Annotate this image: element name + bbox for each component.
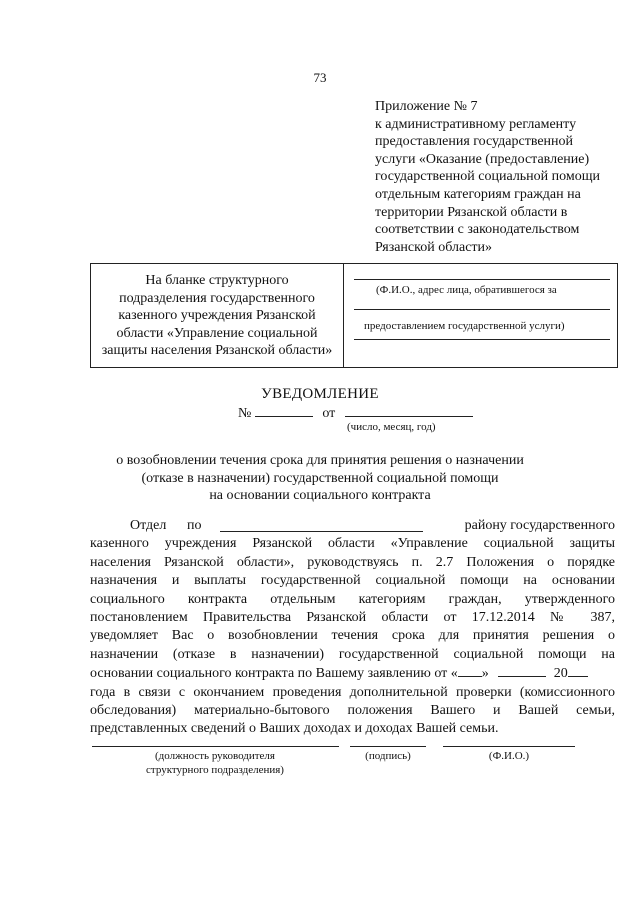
application-text: основании социального контракта по Вашему заявлению от « xyxy=(90,666,458,682)
year-blank xyxy=(568,664,588,677)
letterhead-line: На бланке структурного xyxy=(145,273,289,288)
body-line: постановлением Правительства Рязанской области от 17.12.2014 № 387, xyxy=(90,610,615,626)
body-last-line: представленных сведений о Ваших доходах и доходах Вашей семьи. xyxy=(90,721,499,737)
dept-label: Отдел xyxy=(130,518,167,533)
body-line: социального контракта отдельным категориям граждан, утвержденного xyxy=(90,591,615,607)
appendix-line: Приложение № 7 xyxy=(375,99,478,114)
page-number: 73 xyxy=(313,70,327,85)
letterhead-line: подразделения государственного xyxy=(119,290,315,306)
day-blank xyxy=(458,664,482,677)
date-blank xyxy=(345,404,473,417)
signature-caption: (подпись) xyxy=(365,750,411,762)
appendix-line: отдельным категориям граждан на xyxy=(375,186,581,202)
recipient-caption-1: (Ф.И.О., адрес лица, обратившегося за xyxy=(376,284,557,296)
body-line: назначении (отказе в назначении) государственной социальной помощи на xyxy=(90,646,615,662)
recipient-line xyxy=(354,309,610,310)
appendix-block xyxy=(375,98,620,256)
body-line: казенного учреждения Рязанской области «Управление социальной защиты xyxy=(90,536,615,552)
body-line: назначения и выплаты государственной социальной помощи на основании xyxy=(90,573,615,589)
appendix-line: соответствии с законодательством xyxy=(375,222,580,238)
letterhead-line: казенного учреждения Рязанской xyxy=(118,308,316,324)
letterhead-line: области «Управление социальной xyxy=(116,325,318,341)
number-blank xyxy=(255,404,313,417)
district-tail: району государственного xyxy=(464,518,615,533)
document-title: УВЕДОМЛЕНИЕ xyxy=(261,386,379,402)
month-blank xyxy=(498,664,546,677)
letterhead-line: защиты населения Рязанской области» xyxy=(101,343,333,359)
quote-close: » xyxy=(481,666,489,682)
body-line: года в связи с окончанием проведения дополнительной проверки (комиссионного xyxy=(90,684,615,700)
from-label: от xyxy=(322,406,336,421)
letterhead-cell xyxy=(91,264,344,367)
subject-line: на основании социального контракта xyxy=(209,488,431,504)
number-label: № xyxy=(238,406,252,421)
signature-line xyxy=(350,746,426,747)
appendix-line: Рязанской области» xyxy=(375,239,493,255)
recipient-cell xyxy=(344,264,617,367)
position-signature-line xyxy=(92,746,339,747)
appendix-line: услуги «Оказание (предоставление) xyxy=(375,151,590,167)
appendix-line: территории Рязанской области в xyxy=(375,204,568,220)
district-blank xyxy=(220,519,423,532)
year-prefix: 20 xyxy=(553,666,568,682)
subject-block xyxy=(0,452,640,505)
number-date-line xyxy=(238,404,473,422)
body-first-line xyxy=(90,517,615,535)
notice-body xyxy=(90,517,615,739)
subject-line: (отказе в назначении) государственной социальной помощи xyxy=(141,470,499,486)
recipient-line xyxy=(354,279,610,280)
position-caption xyxy=(130,749,300,777)
fio-caption: (Ф.И.О.) xyxy=(488,750,530,762)
subject-line: о возобновлении течения срока для принятия решения о назначении xyxy=(116,453,524,468)
appendix-line: предоставления государственной xyxy=(375,134,574,150)
recipient-caption-2: предоставлением государственной услуги) xyxy=(364,320,565,332)
fio-line xyxy=(443,746,575,747)
application-date-line xyxy=(90,664,615,683)
header-table xyxy=(90,263,618,368)
by-label: по xyxy=(187,518,202,533)
position-caption-line: структурного подразделения) xyxy=(146,764,284,776)
body-line: уведомляет Вас о возобновлении течения срока для принятия решения о xyxy=(90,628,615,644)
date-caption: (число, месяц, год) xyxy=(347,421,436,433)
recipient-line xyxy=(354,339,610,340)
position-caption-line: (должность руководителя xyxy=(155,750,275,762)
appendix-line: к административному регламенту xyxy=(375,116,577,132)
body-line: населения Рязанской области», руководствуясь п. 2.7 Положения о порядке xyxy=(90,554,615,570)
appendix-line: государственной социальной помощи xyxy=(375,169,601,185)
body-line: обследования) материально-бытового положения Вашего и Вашей семьи, xyxy=(90,703,615,719)
